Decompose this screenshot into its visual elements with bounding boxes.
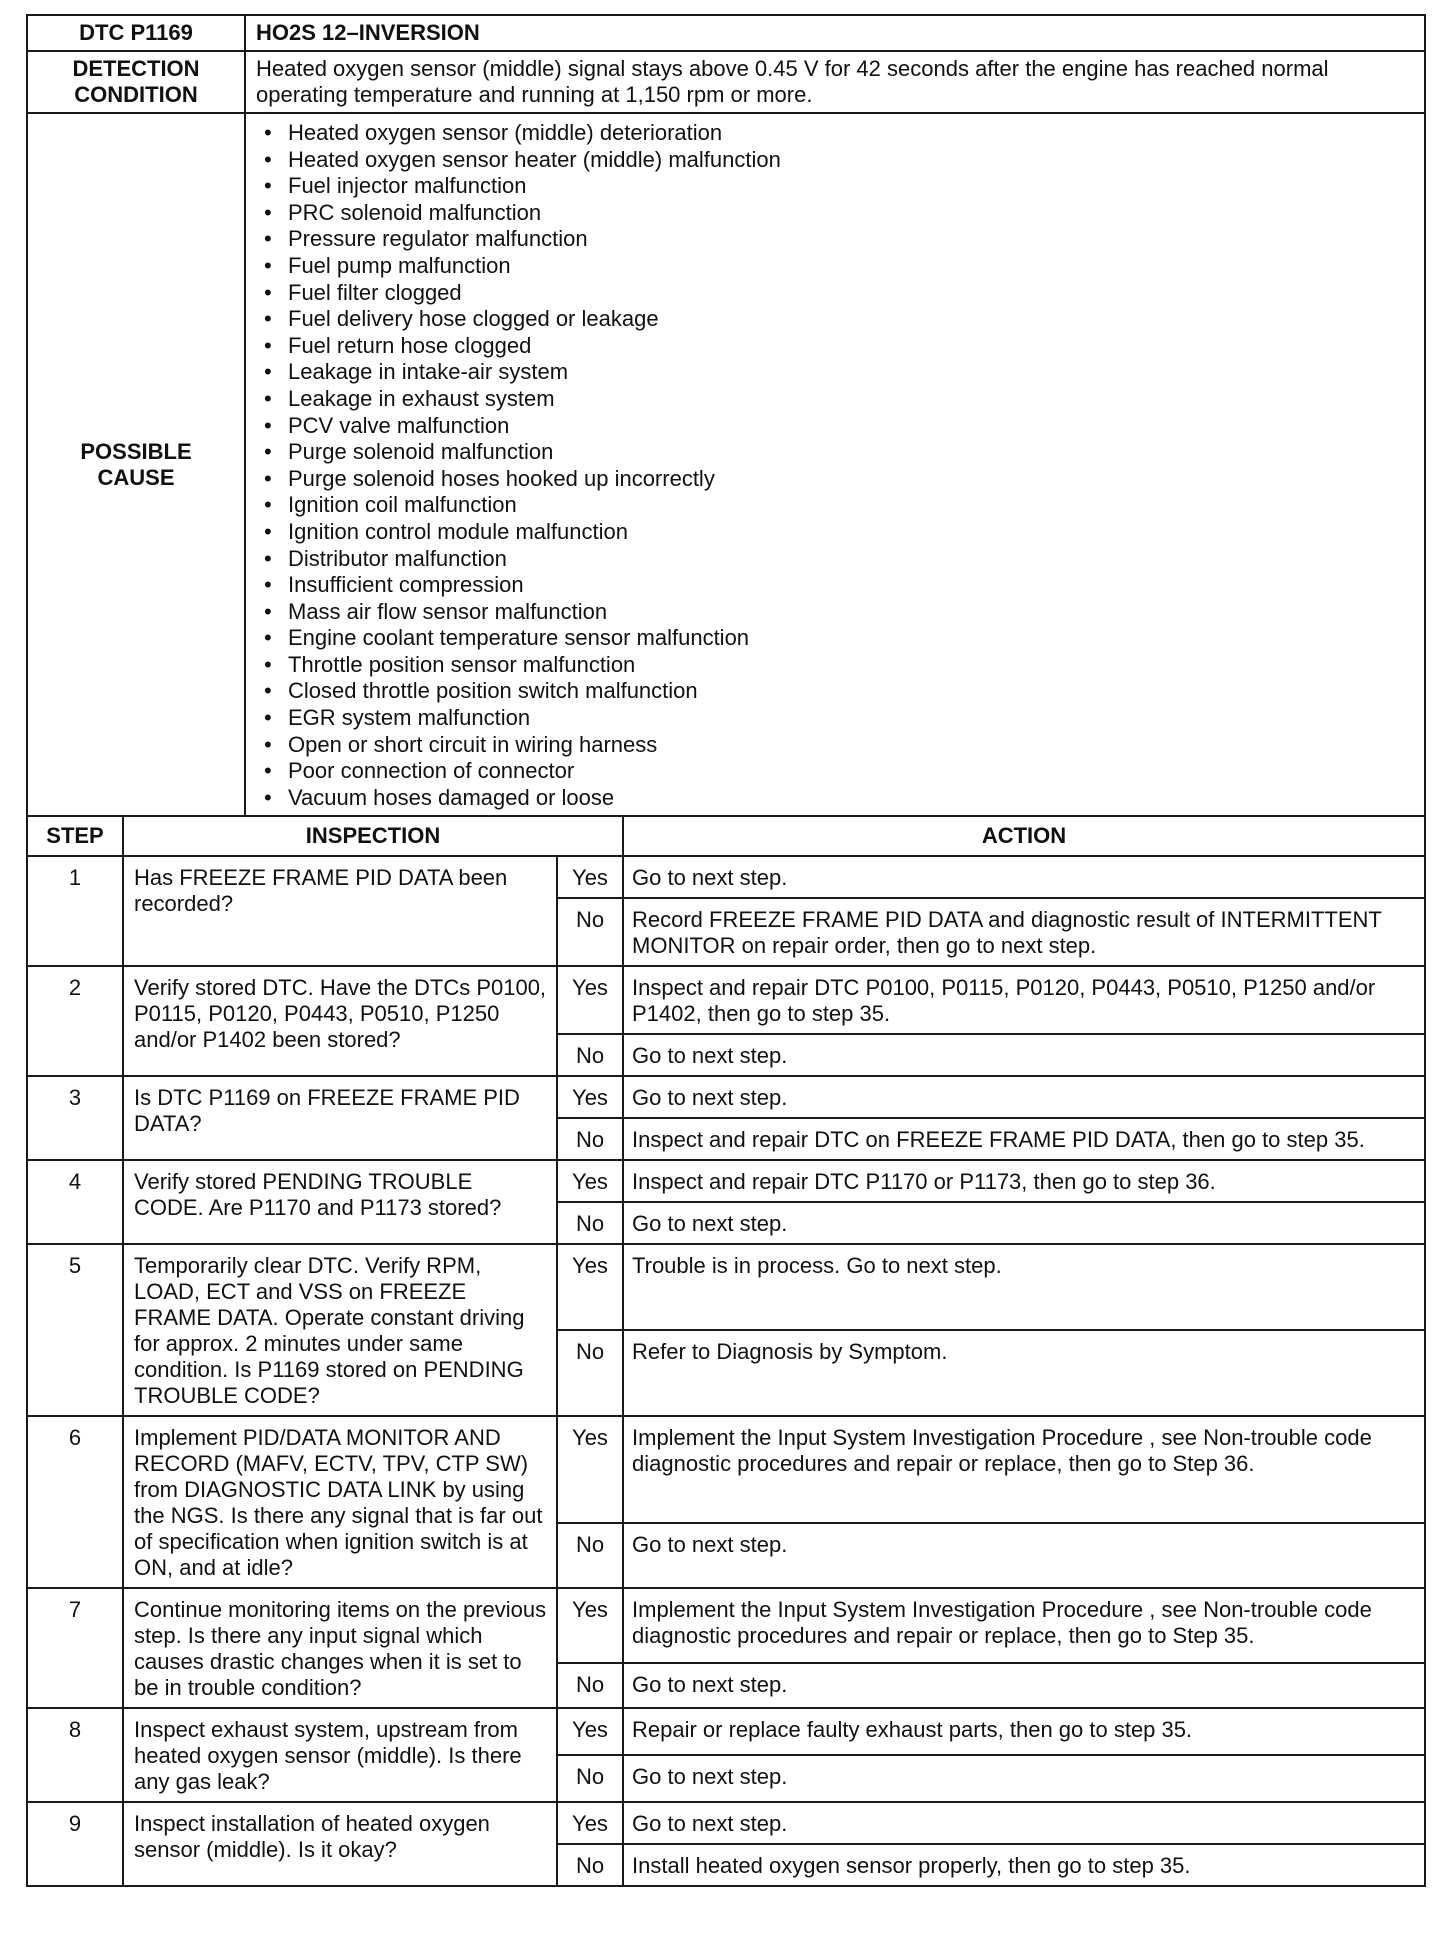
- cause-item: • Heated oxygen sensor (middle) deterioration: [256, 120, 1414, 147]
- no-label: No: [557, 1844, 623, 1886]
- cause-item: • Vacuum hoses damaged or loose: [256, 785, 1414, 812]
- action-column-header: ACTION: [623, 816, 1425, 856]
- cause-item: • Distributor malfunction: [256, 546, 1414, 573]
- no-label: No: [557, 1755, 623, 1802]
- step-number: 2: [27, 966, 123, 1076]
- step-row-yes: [27, 1076, 1425, 1118]
- step-inspection: Continue monitoring items on the previous step. Is there any input signal which causes drastic changes when it is set to be in trouble condition?: [123, 1588, 557, 1708]
- step-inspection: Verify stored PENDING TROUBLE CODE. Are P1170 and P1173 stored?: [123, 1160, 557, 1244]
- yes-label: Yes: [557, 856, 623, 898]
- yes-action: Inspect and repair DTC P0100, P0115, P0120, P0443, P0510, P1250 and/or P1402, then go to step 35.: [623, 966, 1425, 1034]
- no-label: No: [557, 1330, 623, 1416]
- cause-item: • Fuel pump malfunction: [256, 253, 1414, 280]
- yes-label: Yes: [557, 1076, 623, 1118]
- cause-item: • Purge solenoid hoses hooked up incorrectly: [256, 466, 1414, 493]
- dtc-code: DTC P1169: [27, 15, 245, 51]
- steps-body: [27, 856, 1425, 1886]
- no-action: Refer to Diagnosis by Symptom.: [623, 1330, 1425, 1416]
- step-row-yes: [27, 1244, 1425, 1330]
- cause-item: • Leakage in exhaust system: [256, 386, 1414, 413]
- yes-label: Yes: [557, 1802, 623, 1844]
- inspection-column-header: INSPECTION: [123, 816, 623, 856]
- possible-cause-label: POSSIBLE CAUSE: [27, 113, 245, 816]
- step-row-yes: [27, 1802, 1425, 1844]
- yes-label: Yes: [557, 1244, 623, 1330]
- no-label: No: [557, 1202, 623, 1244]
- step-number: 4: [27, 1160, 123, 1244]
- yes-label: Yes: [557, 1708, 623, 1755]
- step-inspection: Temporarily clear DTC. Verify RPM, LOAD, ECT and VSS on FREEZE FRAME DATA. Operate constant driving for approx. 2 minutes under same condition. Is P1169 stored on PENDING TROUBLE CODE?: [123, 1244, 557, 1416]
- step-row-yes: [27, 856, 1425, 898]
- possible-cause-row: [27, 113, 1425, 816]
- cause-item: • PCV valve malfunction: [256, 413, 1414, 440]
- cause-item: • Fuel injector malfunction: [256, 173, 1414, 200]
- yes-action: Implement the Input System Investigation Procedure , see Non-trouble code diagnostic procedures and repair or replace, then go to Step 35.: [623, 1588, 1425, 1662]
- steps-header-row: [27, 816, 1425, 856]
- step-inspection: Inspect exhaust system, upstream from heated oxygen sensor (middle). Is there any gas leak?: [123, 1708, 557, 1802]
- step-row-yes: [27, 966, 1425, 1034]
- cause-item: • PRC solenoid malfunction: [256, 200, 1414, 227]
- step-number: 6: [27, 1416, 123, 1588]
- dtc-title: HO2S 12–INVERSION: [245, 15, 1425, 51]
- no-action: Inspect and repair DTC on FREEZE FRAME PID DATA, then go to step 35.: [623, 1118, 1425, 1160]
- cause-item: • Ignition control module malfunction: [256, 519, 1414, 546]
- yes-label: Yes: [557, 1588, 623, 1662]
- yes-action: Go to next step.: [623, 1802, 1425, 1844]
- no-action: Go to next step.: [623, 1523, 1425, 1589]
- step-row-yes: [27, 1160, 1425, 1202]
- step-number: 3: [27, 1076, 123, 1160]
- cause-item: • Pressure regulator malfunction: [256, 226, 1414, 253]
- yes-action: Go to next step.: [623, 1076, 1425, 1118]
- possible-cause-cell: [245, 113, 1425, 816]
- step-inspection: Inspect installation of heated oxygen sensor (middle). Is it okay?: [123, 1802, 557, 1886]
- no-label: No: [557, 898, 623, 966]
- step-inspection: Verify stored DTC. Have the DTCs P0100, P0115, P0120, P0443, P0510, P1250 and/or P1402 been stored?: [123, 966, 557, 1076]
- yes-label: Yes: [557, 1160, 623, 1202]
- step-row-yes: [27, 1708, 1425, 1755]
- no-action: Go to next step.: [623, 1663, 1425, 1709]
- cause-item: • Leakage in intake-air system: [256, 359, 1414, 386]
- yes-action: Trouble is in process. Go to next step.: [623, 1244, 1425, 1330]
- cause-item: • Fuel return hose clogged: [256, 333, 1414, 360]
- cause-item: • Closed throttle position switch malfunction: [256, 678, 1414, 705]
- step-inspection: Is DTC P1169 on FREEZE FRAME PID DATA?: [123, 1076, 557, 1160]
- cause-item: • Open or short circuit in wiring harness: [256, 732, 1414, 759]
- step-row-yes: [27, 1416, 1425, 1522]
- no-action: Go to next step.: [623, 1202, 1425, 1244]
- cause-item: • Ignition coil malfunction: [256, 492, 1414, 519]
- cause-item: • Poor connection of connector: [256, 758, 1414, 785]
- troubleshooting-steps-table: [26, 815, 1426, 1887]
- no-label: No: [557, 1034, 623, 1076]
- yes-action: Repair or replace faulty exhaust parts, then go to step 35.: [623, 1708, 1425, 1755]
- cause-item: • Heated oxygen sensor heater (middle) malfunction: [256, 147, 1414, 174]
- dtc-title-row: [27, 15, 1425, 51]
- yes-label: Yes: [557, 966, 623, 1034]
- cause-item: • Fuel filter clogged: [256, 280, 1414, 307]
- step-row-yes: [27, 1588, 1425, 1662]
- step-number: 1: [27, 856, 123, 966]
- dtc-info-table: [26, 14, 1426, 817]
- step-number: 5: [27, 1244, 123, 1416]
- cause-item: • Engine coolant temperature sensor malfunction: [256, 625, 1414, 652]
- step-inspection: Implement PID/DATA MONITOR AND RECORD (MAFV, ECTV, TPV, CTP SW) from DIAGNOSTIC DATA LINK by using the NGS. Is there any signal that is far out of specification when ignition switch is at ON, and at idle?: [123, 1416, 557, 1588]
- cause-item: • Insufficient compression: [256, 572, 1414, 599]
- yes-action: Implement the Input System Investigation Procedure , see Non-trouble code diagnostic procedures and repair or replace, then go to Step 36.: [623, 1416, 1425, 1522]
- step-inspection: Has FREEZE FRAME PID DATA been recorded?: [123, 856, 557, 966]
- possible-cause-list: [246, 114, 1424, 815]
- diagnostic-document: [26, 14, 1426, 1887]
- no-label: No: [557, 1663, 623, 1709]
- detection-condition-label: DETECTION CONDITION: [27, 51, 245, 113]
- cause-item: • EGR system malfunction: [256, 705, 1414, 732]
- step-column-header: STEP: [27, 816, 123, 856]
- no-action: Go to next step.: [623, 1034, 1425, 1076]
- detection-condition-text: Heated oxygen sensor (middle) signal stays above 0.45 V for 42 seconds after the engine has reached normal operating temperature and running at 1,150 rpm or more.: [245, 51, 1425, 113]
- yes-action: Inspect and repair DTC P1170 or P1173, then go to step 36.: [623, 1160, 1425, 1202]
- no-label: No: [557, 1118, 623, 1160]
- yes-label: Yes: [557, 1416, 623, 1522]
- no-action: Go to next step.: [623, 1755, 1425, 1802]
- cause-item: • Throttle position sensor malfunction: [256, 652, 1414, 679]
- no-action: Install heated oxygen sensor properly, then go to step 35.: [623, 1844, 1425, 1886]
- detection-condition-row: [27, 51, 1425, 113]
- cause-item: • Fuel delivery hose clogged or leakage: [256, 306, 1414, 333]
- step-number: 9: [27, 1802, 123, 1886]
- step-number: 7: [27, 1588, 123, 1708]
- no-action: Record FREEZE FRAME PID DATA and diagnostic result of INTERMITTENT MONITOR on repair order, then go to next step.: [623, 898, 1425, 966]
- cause-item: • Purge solenoid malfunction: [256, 439, 1414, 466]
- cause-item: • Mass air flow sensor malfunction: [256, 599, 1414, 626]
- yes-action: Go to next step.: [623, 856, 1425, 898]
- no-label: No: [557, 1523, 623, 1589]
- step-number: 8: [27, 1708, 123, 1802]
